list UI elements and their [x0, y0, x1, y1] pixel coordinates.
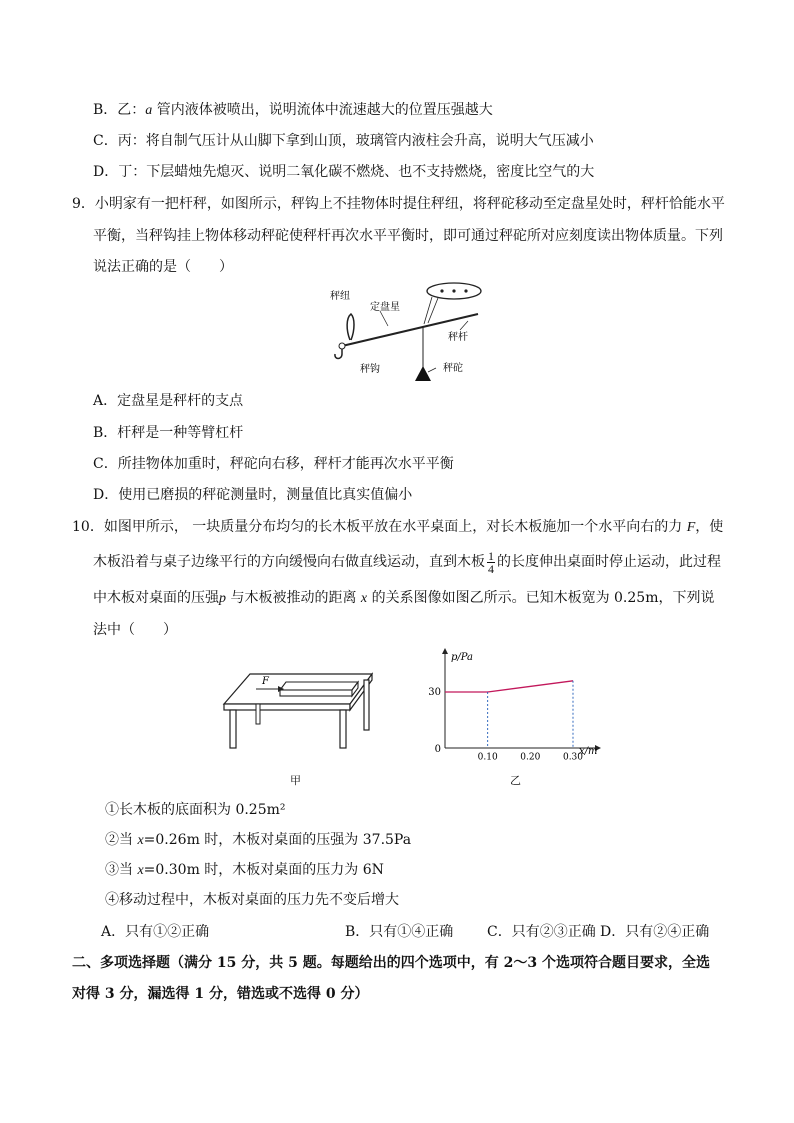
q10-statement-3-b: =0.30m 时，木板对桌面的压力为 6N: [143, 862, 384, 878]
q10-stem-line3-c: 的关系图像如图乙所示。已知木板宽为 0.25m，下列说: [367, 590, 715, 606]
series-line: [445, 681, 573, 692]
label-gan: 秤杆: [448, 332, 468, 343]
steelyard-figure: [320, 280, 495, 385]
label-dingpanxing: 定盘星: [370, 302, 400, 313]
q10-statement-2: [105, 830, 411, 851]
q10-stem-line1-b: ，使: [695, 519, 724, 535]
force-label: F: [262, 676, 269, 687]
q10-force-var: F: [686, 520, 696, 535]
origin-label: 0: [434, 744, 441, 755]
table-figure-jia: [220, 668, 380, 786]
fraction-numerator: 1: [488, 548, 494, 563]
q9-option-a: A．定盘星是秤杆的支点: [93, 393, 244, 409]
label-gou: 秤钩: [360, 364, 380, 375]
q10-stem-line2: [93, 548, 721, 576]
q10-stem-line3: [93, 588, 714, 609]
table-leg: [340, 710, 346, 748]
figure-label-yi: 乙: [510, 774, 521, 787]
label-niu: 秤纽: [330, 291, 350, 302]
steelyard-knob: [347, 314, 354, 340]
figure-label-jia: 甲: [290, 774, 301, 787]
table-front-edge: [224, 704, 350, 710]
q10-stem-line4: 法中（ ）: [93, 622, 177, 638]
q9-option-b: B．杆秤是一种等臂杠杆: [93, 425, 244, 441]
table-leg: [230, 710, 236, 748]
q10-option-b: B．只有①④正确: [345, 924, 454, 940]
q10-statement-3-var: x: [137, 863, 144, 878]
x-tick-label: 0.30: [562, 752, 584, 760]
q10-statement-1: ①长木板的底面积为 0.25m²: [105, 802, 286, 818]
table-leg: [256, 704, 260, 724]
q10-statement-3-a: ③当: [105, 862, 138, 878]
section2-heading-line2: 对得 3 分，漏选得 1 分，错选或不选得 0 分）: [72, 986, 369, 1002]
q10-statement-2-b: =0.26m 时，木板对桌面的压强为 37.5Pa: [143, 832, 412, 848]
fraction-denominator: 4: [488, 561, 494, 576]
q10-statement-2-var: x: [137, 833, 144, 848]
q10-option-d: D．只有②④正确: [600, 924, 710, 940]
q9-stem-line1: 9．小明家有一把杆秤，如图所示，秤钩上不挂物体时提住秤纽，将秤砣移动至定盘星处时，秤杆恰能水平: [72, 196, 725, 212]
q9-stem-line3: 说法正确的是（ ）: [93, 259, 233, 275]
q10-stem-line2-b: 的长度伸出桌面时停止运动，此过程: [497, 554, 721, 570]
q10-var-p: p: [219, 591, 226, 606]
y-tick-label: 30: [428, 687, 441, 698]
label-tuo: 秤砣: [443, 363, 463, 374]
y-axis-arrow: [442, 648, 448, 654]
q10-var-x: x: [360, 591, 368, 606]
q8-option-d: D．丁：下层蜡烛先熄灭、说明二氧化碳不燃烧、也不支持燃烧，密度比空气的大: [93, 164, 595, 180]
x-tick-label: 0.20: [520, 752, 541, 760]
q10-stem-line1: [72, 517, 723, 538]
wooden-board: [280, 682, 358, 690]
x-axis-label: x/m: [579, 746, 598, 757]
q10-statement-4: ④移动过程中，木板对桌面的压力先不变后增大: [105, 892, 399, 908]
y-axis-label: p/Pa: [451, 652, 474, 663]
q10-statement-3: [105, 860, 384, 881]
q9-stem-line2: 平衡，当秤钩挂上物体移动秤砣使秤杆再次水平平衡时，即可通过秤砣所对应刻度读出物体质量。下列: [93, 228, 723, 244]
fraction-one-quarter: [487, 550, 495, 575]
steelyard-counterweight: [415, 366, 431, 381]
section2-heading-line1: 二、多项选择题（满分 15 分，共 5 题。每题给出的四个选项中，有 2～3 个选项符合题目要求，全选: [72, 955, 710, 971]
steelyard-hook-ring: [339, 343, 345, 349]
q10-stem-line3-b: 与木板被推动的距离: [226, 590, 361, 606]
q8-option-b-text: 管内液体被喷出，说明流体中流速越大的位置压强越大: [152, 102, 493, 118]
q10-statement-2-a: ②当: [105, 832, 138, 848]
table-leg: [364, 680, 369, 730]
x-tick-label: 0.10: [477, 752, 498, 760]
q9-option-c: C．所挂物体加重时，秤砣向右移，秤杆才能再次水平平衡: [93, 456, 454, 472]
q10-stem-line2-a: 木板沿着与桌子边缘平行的方向缓慢向右做直线运动，直到木板: [93, 554, 485, 570]
pressure-distance-chart: [425, 648, 605, 760]
q8-option-b-var: a: [145, 103, 153, 118]
q10-option-c: C．只有②③正确: [487, 924, 596, 940]
q8-option-b: [93, 100, 493, 121]
q8-option-b-prefix: B．乙：: [93, 102, 146, 118]
q9-option-d: D．使用已磨损的秤砣测量时，测量值比真实值偏小: [93, 487, 413, 503]
q10-option-a: A．只有①②正确: [101, 924, 210, 940]
q10-stem-line3-a: 中木板对桌面的压强: [93, 590, 219, 606]
q8-option-c: C．丙：将自制气压计从山脚下拿到山顶，玻璃管内液柱会升高，说明大气压减小: [93, 133, 594, 149]
q10-stem-line1-a: 10．如图甲所示， 一块质量分布均匀的长木板平放在水平桌面上，对长木板施加一个水平向右的力: [72, 519, 687, 535]
